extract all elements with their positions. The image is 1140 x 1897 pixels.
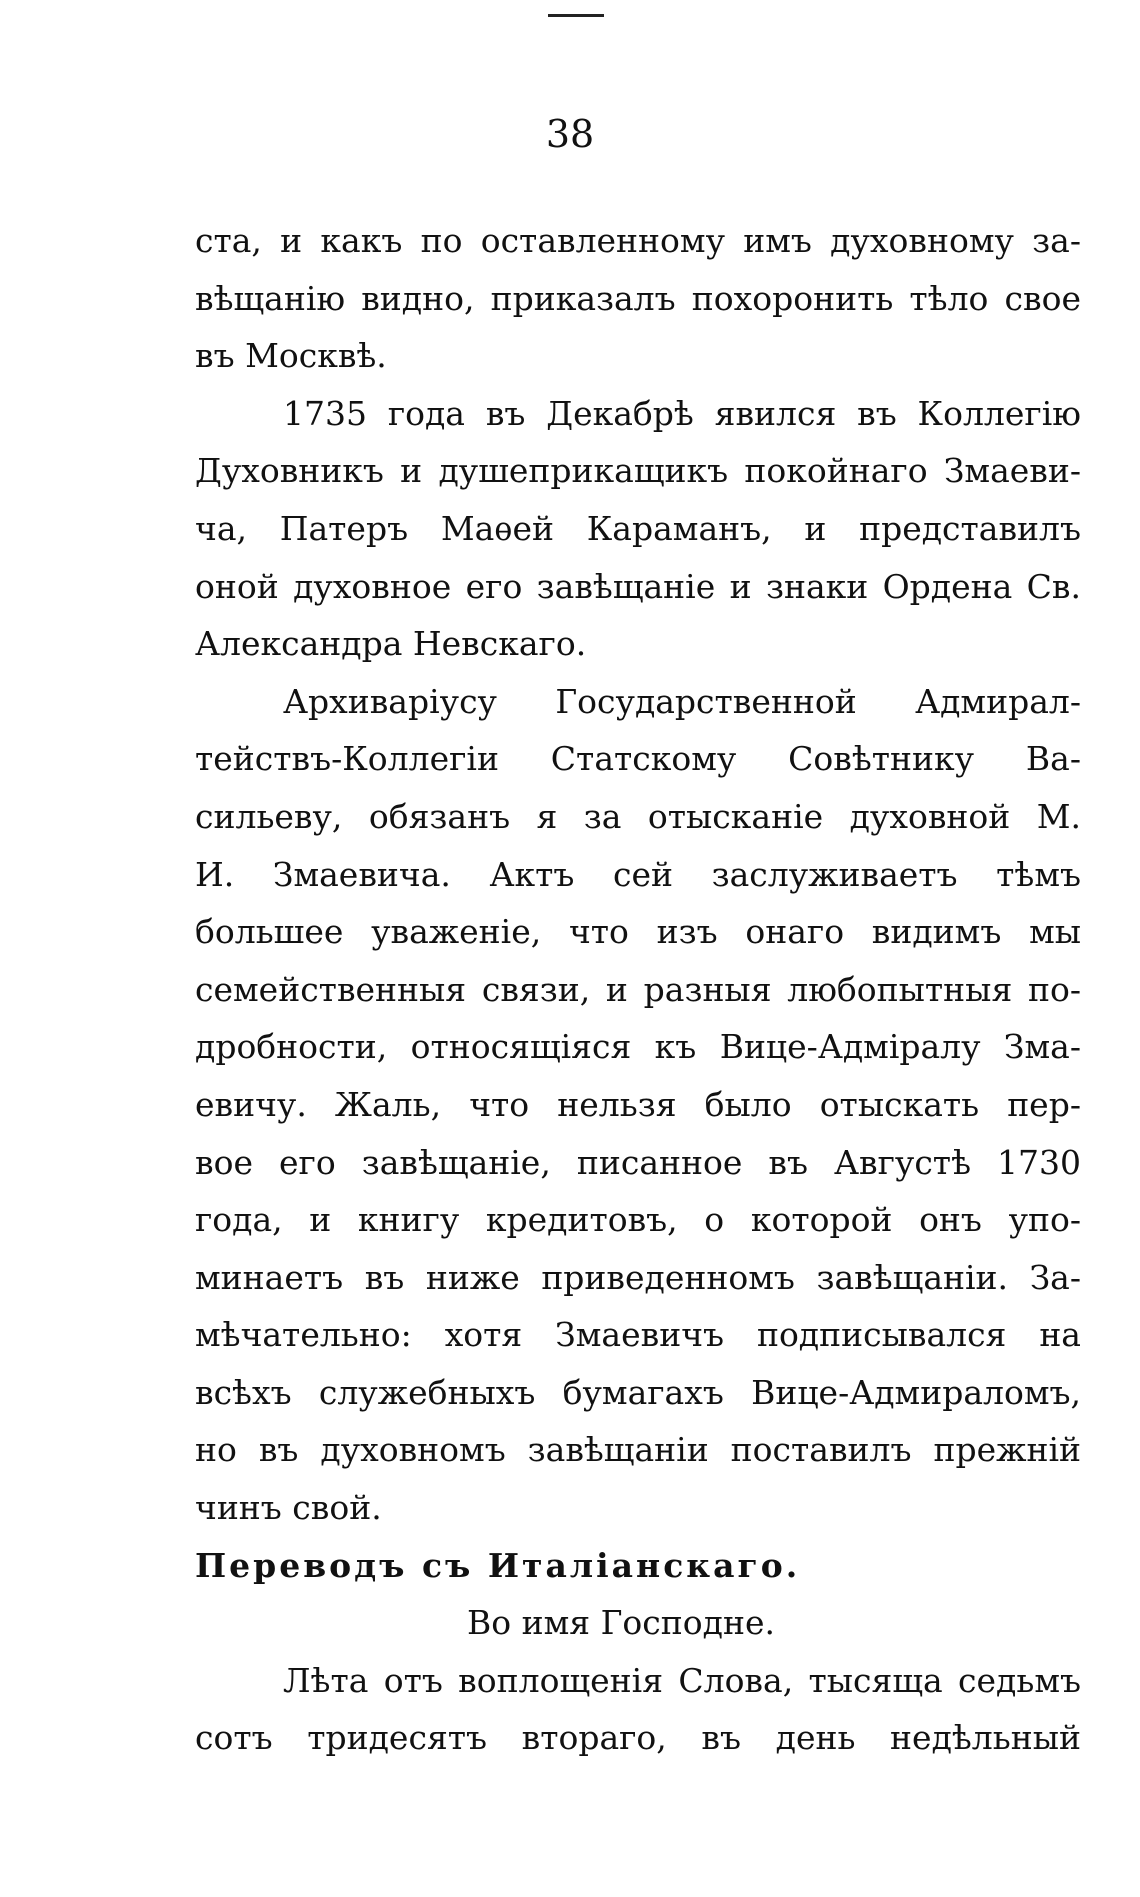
text-line: вое его завѣщаніе, писанное въ Августѣ 1730	[195, 1142, 1081, 1182]
text-line: Духовникъ и душеприкащикъ покойнаго Змаеви-	[195, 451, 1081, 491]
text-line: ста, и какъ по оставленному имъ духовному за-	[195, 221, 1081, 260]
section-heading: Переводъ съ Италіанскаго.	[195, 1545, 801, 1585]
text-line: Александра Невскаго.	[195, 624, 587, 664]
top-rule	[548, 14, 604, 17]
text-line: 1735 года въ Декабрѣ явился въ Коллегію	[283, 393, 1081, 433]
text-line: въ Москвѣ.	[195, 336, 387, 376]
text-line: тействъ-Коллегіи Статскому Совѣтнику Ва-	[195, 739, 1081, 779]
section-subheading: Во имя Господне.	[467, 1603, 775, 1643]
text-line: дробности, относящіяся къ Вице-Адміралу Зма-	[195, 1027, 1081, 1067]
text-line: всѣхъ служебныхъ бумагахъ Вице-Адмираломъ,	[195, 1372, 1081, 1412]
text-line: сотъ тридесятъ втораго, въ день недѣльный	[195, 1718, 1081, 1758]
text-line: оной духовное его завѣщаніе и знаки Ордена Св.	[195, 566, 1081, 606]
text-line: но въ духовномъ завѣщаніи поставилъ прежній	[195, 1430, 1081, 1470]
page-number: 38	[545, 112, 595, 156]
body-text	[195, 212, 1081, 1767]
text-line: чинъ свой.	[195, 1488, 382, 1528]
text-line: Архиваріусу Государственной Адмирал-	[283, 681, 1081, 721]
text-line: вѣщанію видно, приказалъ похоронить тѣло свое	[195, 278, 1081, 318]
text-line: большее уваженіе, что изъ онаго видимъ мы	[195, 912, 1081, 952]
text-line: мѣчательно: хотя Змаевичъ подписывался на	[195, 1315, 1081, 1355]
text-line: минаетъ въ ниже приведенномъ завѣщаніи. За-	[195, 1257, 1081, 1297]
text-line: семейственныя связи, и разныя любопытныя по-	[195, 969, 1081, 1009]
text-line: сильеву, обязанъ я за отысканіе духовной М.	[195, 796, 1081, 836]
text-line: евичу. Жаль, что нельзя было отыскать пер-	[195, 1084, 1081, 1124]
text-line: ча, Патеръ Маѳей Караманъ, и представилъ	[195, 508, 1081, 548]
text-line: года, и книгу кредитовъ, о которой онъ упо-	[195, 1200, 1081, 1240]
text-line: И. Змаевича. Актъ сей заслуживаетъ тѣмъ	[195, 854, 1081, 894]
text-line: Лѣта отъ воплощенія Слова, тысяща седьмъ	[283, 1660, 1081, 1700]
